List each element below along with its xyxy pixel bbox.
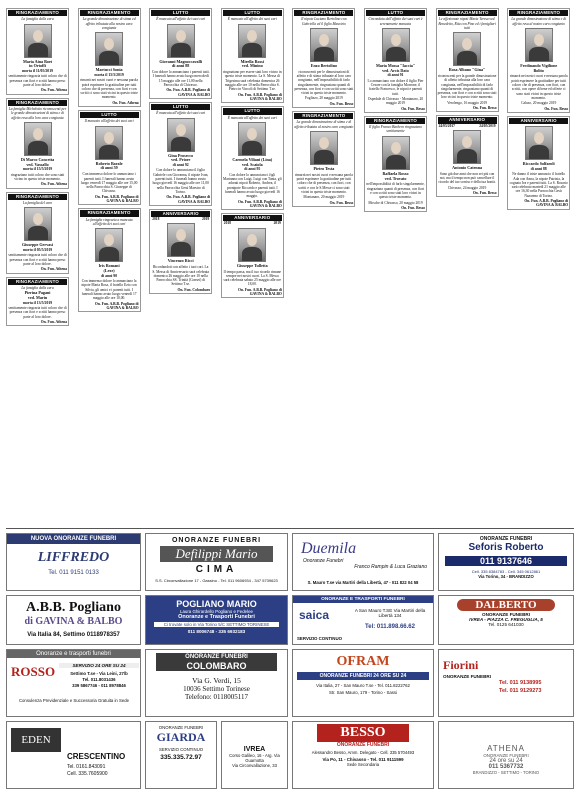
- ad-cell: 339 5867746 - 011 8978846: [72, 683, 126, 688]
- ad-address: A San Mauro T.SE Via Martiri della Libertà 134: [354, 608, 426, 618]
- funeral-home-signature: On. Fun. Besso: [472, 190, 497, 195]
- funeral-home-signature: On. Fun. Besso: [329, 200, 354, 205]
- ad-brand: OFRAM: [336, 654, 390, 669]
- notice-text: rimarrà nei nostri cuori e nessuna parola potrà esprimere la gratitudine per tutti coloro che di presenza, con fiori, con scritti, con opere di bene ed offerte ci sono stati vicini in questo triste momento.: [509, 74, 568, 100]
- obituary-notice: [6, 8, 69, 95]
- ad-duemila[interactable]: [292, 533, 434, 591]
- deceased-name-secondary: Bolito: [533, 67, 544, 73]
- funeral-home-signature: On. Fun. Besso: [401, 205, 425, 210]
- notice-text: sentitamente ringrazia tutti coloro che di presenza con fiori e scritti hanno preso parte al loro dolore.: [8, 306, 67, 319]
- funeral-home-signature: On. Fun. Besso: [544, 106, 569, 111]
- section-divider: [6, 528, 574, 529]
- ad-sub: ONORANZE FUNEBRI: [483, 753, 529, 758]
- funeral-home-signature: On. Fun. Athena: [40, 88, 67, 93]
- notice-header: RINGRAZIAMENTO: [80, 10, 139, 16]
- notice-header: LUTTO: [223, 108, 282, 114]
- funeral-home-signature: On. Fun. A.B.B. Pogliano di GAVINA & BALBO: [94, 301, 139, 310]
- ad-address: Via Po, 11 - Chivasso - Tel. 011 9111599: [322, 757, 404, 762]
- ad-title: ONORANZE FUNEBRI: [156, 653, 277, 661]
- deceased-name: Di Marco Concetta: [20, 156, 55, 162]
- ad-address2: Via Circonvallazione, 33: [232, 763, 277, 768]
- notice-header: LUTTO: [151, 104, 210, 110]
- ad-contact: Alessandro Besso, Amm. Delegato - Cell. 335 5704493: [311, 750, 415, 755]
- notice-intro: Circondata dall'affetto dei suoi cari è serenamente mancata: [368, 17, 423, 26]
- ad-brand: ROSSO: [11, 664, 56, 679]
- funeral-home-signature: On. Fun. Besso: [329, 101, 354, 106]
- ad-line: 24 ore su 24: [489, 758, 523, 764]
- ad-brand: Fiorini: [443, 658, 479, 672]
- ad-brand: Seforis Roberto: [468, 542, 544, 553]
- ad-city: 10036 Settimo Torinese: [183, 685, 250, 693]
- deceased-name-secondary: ved. Arcis Dato: [382, 67, 409, 73]
- notice-text: Lo annunciano con dolore il figlio Pier Cesare con la famiglia Morrone, il fratello Francesco, le nipoti e parenti tutti.: [367, 78, 424, 96]
- notice-text: Con dolore lo annunciano i figli Marianna con Luigi, Luigi con Tania, gli adorati nipoti Roberto, Andrea, il pronipote Riccardo e parenti tutti. I funerali hanno avuto luogo giovedì 16 maggio.: [223, 172, 282, 199]
- obituary-notice: [6, 98, 69, 189]
- notice-text: sentitamente ringrazia tutti coloro che di presenza con fiori e scritti hanno preso parte al loro dolore.: [8, 253, 67, 266]
- ad-address2: Str. San Mauro, 179 - Torino - Sassi: [329, 690, 397, 695]
- ad-pogliano-mario[interactable]: [145, 595, 288, 645]
- ad-phone: Tel: 011.898.66.62: [365, 624, 415, 630]
- ad-line: ONORANZE FUNEBRI 24 ORE SU 24: [297, 672, 429, 680]
- funeral-home-signature: On. Fun. Athena: [40, 319, 67, 324]
- deceased-name: Rosa Albano "Gina": [448, 67, 486, 73]
- deceased-name: Roberto Barale: [95, 160, 123, 166]
- notice-header: LUTTO: [223, 10, 282, 16]
- ad-address2: Sede Secondaria: [346, 762, 380, 767]
- deceased-name-secondary: in Ortoffi: [29, 63, 46, 69]
- funeral-home-signature: On. Fun. A.B.B. Pogliano di GAVINA & BALBO: [238, 92, 282, 101]
- ad-brand: saica: [299, 608, 330, 622]
- ad-sub: ONORANZE FUNEBRI: [336, 742, 390, 748]
- ad-defilippi[interactable]: [145, 533, 288, 591]
- notice-date: morta il 11/05/2019: [21, 69, 53, 74]
- notice-intro: È mancata all'affetto dei suoi cari: [156, 111, 206, 116]
- funeral-home-signature: On. Fun. A.B.B. Pogliano di GAVINA & BALBO: [238, 287, 282, 296]
- ad-phone2: Tel. 011 9129273: [499, 688, 542, 694]
- ad-sub: Onoranze Funebri: [303, 558, 344, 564]
- notice-header: RINGRAZIAMENTO: [509, 10, 568, 16]
- deceased-name: Giuseppe Tulletta: [236, 262, 268, 268]
- portrait-photo: [167, 24, 195, 58]
- deceased-name: Ferdinando Vigilione: [520, 62, 558, 68]
- portrait-photo: [238, 24, 266, 58]
- ad-title: ONORANZE FUNEBRI: [479, 536, 533, 542]
- portrait-photo: [525, 28, 553, 62]
- ad-abb-pogliano[interactable]: [6, 595, 141, 645]
- obituary-notice: [364, 116, 427, 212]
- notice-date: di anni 88: [530, 166, 547, 171]
- notice-place: Verolengo, 16 maggio 2019: [447, 100, 488, 105]
- portrait-photo: [382, 136, 410, 170]
- notice-place: Caluso, 20 maggio 2019: [521, 101, 557, 106]
- notice-text: Con immenso dolore lo annunciano i parenti tutti. I funerali hanno avuto luogo venerdì 17 maggio alle ore 15,00 nella Parrocchia S. Giuseppe di Chivasso.: [80, 172, 138, 194]
- funeral-home-signature: On. Fun. A.B.B. Pogliano di GAVINA & BALBO: [238, 199, 282, 208]
- ad-address: Via Italia, 27 - San Mauro T.se - Tel. 011.8222762: [316, 683, 410, 688]
- obituary-column: [6, 8, 69, 329]
- portrait-photo: [24, 122, 52, 156]
- notice-header: RINGRAZIAMENTO: [8, 100, 67, 106]
- ad-line2: Onoranze e Trasporti Funebri: [178, 614, 255, 620]
- ad-phone: 335.335.72.97: [160, 754, 202, 761]
- ad-foot: SERVIZIO CONTINUO: [297, 636, 343, 641]
- deceased-name: Enzo Bertolino: [310, 62, 338, 68]
- obituary-column: [78, 8, 141, 315]
- anniversary-years: [438, 124, 497, 128]
- year-label: 2018: [152, 217, 160, 222]
- ad-giarda[interactable]: [145, 721, 217, 789]
- notice-intro: La grande dimostrazione di stima ed affetto tributata alla nostra cara congiunta: [82, 17, 136, 30]
- ad-brand: Duemila: [301, 540, 357, 557]
- notice-header: LUTTO: [366, 10, 425, 16]
- ad-sub: CRESCENTINO: [67, 752, 126, 761]
- funeral-home-signature: On. Fun. A.B.B. Pogliano di GAVINA & BALBO: [166, 88, 211, 97]
- notice-text: rimarrà nei nostri cuori e nessuna parola potrà esprimere la gratitudine per tutti coloro che di presenza, con fiori e con scritti ci sono stati vicini in questo triste momento.: [80, 78, 139, 100]
- ad-brand: EDEN: [11, 728, 61, 752]
- funeral-home-signature: On. Fun. Besso: [401, 106, 425, 111]
- notice-date: morta il 15/5/2019: [22, 167, 53, 172]
- ad-brand: ATHENA: [487, 744, 525, 753]
- ad-cell: Cell. 335.7605900: [67, 771, 108, 777]
- deceased-name: Antonio Catenna: [452, 164, 483, 170]
- notice-header: RINGRAZIAMENTO: [366, 118, 425, 124]
- ad-foot: Consulenza Previdenziale e Successoria Gratuita in Sede: [18, 698, 130, 703]
- ad-sub: ONORANZE FUNEBRI: [158, 725, 204, 730]
- obituary-notice: [221, 8, 284, 103]
- ad-ofram[interactable]: [292, 649, 434, 717]
- notice-text: riconoscenti per la grande dimostrazione di affetto tributata alla loro cara congiunta, nell'impossibilità di farlo singolarmente, ringraziano quanti di presenza, con fiori e con scritti sono stati loro vicini in questo triste momento.: [437, 73, 497, 100]
- ad-address: IVREA - PIAZZA C. FREGUGLIA, 5: [469, 617, 543, 622]
- notice-date: morta il 15/5/2019: [94, 72, 124, 77]
- anniversary-years: [223, 221, 282, 225]
- ad-phone: 011 5367732: [488, 764, 524, 770]
- notice-text: Ne danno il triste annuncio il fratello Ada con Anna, la nipote Patrizia, la cognata Iva e parenti tutti. La S. Rosario sarà celebrato martedì 21 maggio alle ore 16,30 nella Parrocchia Gesù Nazareno di Torino.: [509, 172, 568, 198]
- notice-text: rimarrà nei nostri cuori e nessuna parola potrà esprimere la gratitudine per tutti coloro che di presenza, con fiori, con scritti e con le S.Messe ci sono stati vicini in questo triste momento.: [294, 172, 353, 194]
- obituary-column: [149, 8, 212, 297]
- obituary-notice: [149, 209, 212, 294]
- notice-date: di anni 95: [244, 167, 261, 172]
- deceased-name-secondary: ved. Scaiola: [241, 161, 263, 167]
- obituary-column: [221, 8, 284, 301]
- notice-place: Mosche di Chivasso, 20 maggio 2019: [368, 200, 423, 205]
- funeral-home-signature: On. Fun. Besso: [472, 106, 497, 111]
- ad-phone: Tel. 0125 641030: [488, 622, 524, 627]
- deceased-name: Gina Prosecco: [168, 152, 194, 158]
- year-label: 2018: [223, 221, 231, 226]
- notice-text: Il tempo passa, ma il tuo ricordo rimane sempre nei nostri cuori. La S. Messa sarà celebrata sabato 25 maggio alle ore 18,00.: [223, 269, 282, 287]
- notice-intro: È mancato all'affetto dei suoi cari: [156, 17, 206, 22]
- notice-intro: È mancata all'affetto dei suoi cari: [227, 115, 277, 120]
- obituary-notice: [292, 111, 355, 207]
- portrait-photo: [95, 32, 123, 66]
- obituary-notice: [507, 116, 570, 210]
- ad-address: Settimo T.se - Via Leini, 27/b: [70, 671, 128, 676]
- deceased-name-secondary: ved. Vassallo: [26, 161, 49, 167]
- notice-header: RINGRAZIAMENTO: [294, 10, 353, 16]
- obituary-column: [507, 8, 570, 213]
- notice-intro: Il mancato all'affetto dei suoi cari: [84, 119, 134, 124]
- portrait-photo: [453, 130, 481, 164]
- notice-header: LUTTO: [80, 112, 139, 118]
- deceased-name: Mirella Rossi: [240, 58, 264, 64]
- ad-brand: Defilippi Mario: [160, 546, 273, 562]
- funeral-home-signature: On. Fun. A.B.B. Pogliano di GAVINA & BALBO: [524, 199, 569, 208]
- obituary-notice: [78, 8, 141, 107]
- notice-header: RINGRAZIAMENTO: [80, 210, 139, 216]
- notice-header: ANNIVERSARIO: [438, 117, 497, 123]
- notice-intro: Il nipote Luciano Bertolino con Gabriella ed il figlio Maurizio: [301, 17, 347, 26]
- ad-phone: Tel. 011 9138995: [499, 680, 542, 686]
- notice-date: di anni 91: [387, 73, 404, 78]
- ad-eden[interactable]: [6, 721, 141, 789]
- funeral-home-signature: On. Fun. Colombaro: [177, 287, 211, 292]
- notice-intro: La grande dimostrazione di stima e di affetto tributata al nostro caro congiunto: [294, 120, 354, 129]
- portrait-photo: [24, 207, 52, 241]
- portrait-photo: [167, 223, 195, 257]
- notice-intro: La grande dimostrazione di stima e di affetto resa al nostro caro congiunto: [511, 17, 567, 26]
- ad-sub: ONORANZE FUNEBRI: [482, 612, 530, 617]
- notice-date: morto il 05/5/2019: [22, 248, 53, 253]
- ad-brand: GIARDA: [156, 730, 206, 744]
- notice-text: Ricordandoti con affetto i tuoi cari. La S. Messa di Anniversario sarà celebrata domenica 26 maggio alle ore 10 nella Parrocchia SS. Trinità (Consei) di Settimo T.se.: [152, 265, 210, 287]
- obituary-column: [436, 8, 499, 200]
- obituary-column: [292, 8, 355, 210]
- ad-sub: Onoranze e trasporti funebri: [7, 650, 140, 658]
- notice-intro: La famiglia della cara: [21, 17, 54, 22]
- notice-date: morta il 13/5/2019: [22, 300, 53, 305]
- obituary-notice: [78, 208, 141, 312]
- deceased-name-secondary: ved. Marin: [27, 294, 48, 300]
- portrait-photo: [95, 126, 123, 160]
- ad-brand: BESSO: [317, 724, 409, 742]
- ad-address: S.S. Circonvallazione 17 - Gassino - Tel. 011 9606934 - 347 5739623: [155, 578, 278, 583]
- ad-cima: CIMA: [195, 564, 238, 575]
- ad-phone: Tel. 011.8031436: [82, 677, 116, 682]
- ad-line: Laura Ghirardello Pogliano e Fedelee: [180, 609, 253, 614]
- notice-header: ANNIVERSARIO: [151, 211, 210, 217]
- portrait-photo: [382, 28, 410, 62]
- ad-line3: Ci trovate solo in Via Torino 5/C SETTIMO TORINESE: [154, 622, 279, 627]
- ad-title: ONORANZE FUNEBRI: [171, 537, 262, 544]
- deceased-name: Pierina Pagani: [24, 290, 51, 296]
- ad-rosso[interactable]: [6, 649, 141, 717]
- ad-ivrea[interactable]: [221, 721, 288, 789]
- ad-address: Via G. Verdi, 15: [192, 676, 241, 685]
- ad-service: SERVIZIO 24 ORE SU 24: [59, 663, 139, 668]
- notice-place: Chivasso, 24 maggio 2019: [447, 185, 487, 190]
- year-label: 2019: [273, 221, 281, 226]
- ad-contact: Franco Rampin & Luca Graziano: [354, 564, 427, 570]
- anniversary-years: [151, 217, 210, 221]
- notice-header: RINGRAZIAMENTO: [8, 194, 67, 200]
- deceased-name: Raffaela Rosso: [382, 170, 409, 176]
- ad-brand: COLOMBARO: [156, 661, 277, 671]
- notice-intro: Il figlio Franco Barbero ringraziano sentitamente: [369, 125, 422, 134]
- ad-phone: 011 9137646: [445, 556, 567, 566]
- notice-place: Montanaro, 20 maggio 2019: [303, 195, 345, 200]
- funeral-home-signature: On. Fun. Athena: [112, 100, 139, 105]
- ad-address: Via Italia 84, Settimo 0118978357: [27, 632, 120, 638]
- portrait-photo: [24, 24, 52, 58]
- notice-header: RINGRAZIAMENTO: [294, 113, 353, 119]
- deceased-name-secondary: ved. Trovato: [384, 175, 407, 181]
- portrait-photo: [310, 131, 338, 165]
- ad-athena[interactable]: [438, 721, 574, 789]
- notice-date: di anni 92: [172, 163, 189, 168]
- ad-phone: 011 8006748 - 335 6932183: [187, 629, 246, 634]
- notice-header: ANNIVERSARIO: [509, 118, 568, 124]
- portrait-photo: [453, 32, 481, 66]
- notice-header: RINGRAZIAMENTO: [438, 10, 497, 16]
- ad-foot: BRANDIZZO - SETTIMO - TORINO: [472, 770, 540, 775]
- deceased-name-secondary: (Lexe): [103, 268, 115, 274]
- deceased-name-secondary: ved. Minino: [241, 63, 263, 69]
- ad-title: NUOVA ONORANZE FUNEBRI: [7, 534, 140, 544]
- ad-phone: Tel. 011 9151 0133: [48, 570, 99, 576]
- ad-brand: LIFFREDO: [37, 550, 110, 565]
- ad-saica[interactable]: [292, 595, 434, 645]
- notice-place: Ospedale di Chivasso - Montanaro, 20 maggio 2019: [367, 96, 424, 106]
- obituary-notice: [78, 110, 141, 205]
- ad-fiorini[interactable]: [438, 649, 574, 717]
- obituary-notice: [221, 213, 284, 298]
- notice-header: LUTTO: [151, 10, 210, 16]
- notice-intro: La famiglia della cara: [21, 285, 54, 290]
- funeral-home-signature: On. Fun. A.B.B. Pogliano di GAVINA & BALBO: [94, 194, 139, 204]
- ad-colombaro[interactable]: [145, 649, 288, 717]
- ad-sub: ONORANZE FUNEBRI: [443, 674, 491, 679]
- obituary-notice: [149, 8, 212, 99]
- deceased-name: Carmela Viliani (Lina): [232, 156, 273, 162]
- funeral-home-signature: On. Fun. Athena: [40, 182, 67, 187]
- notice-text: nell'impossibilità di farlo singolarmente, ringraziano quanti di presenza, con fiori e con scritti sono stati loro vicini in questo triste momento.: [366, 182, 425, 200]
- deceased-name: Maria Aina Boet: [22, 58, 53, 64]
- ad-brand: A.B.B. Pogliano: [26, 600, 121, 615]
- portrait-photo: [238, 228, 266, 262]
- funeral-home-signature: On. Fun. Athena: [40, 267, 67, 272]
- obituary-notice: [6, 277, 69, 327]
- ad-phone: Tel. 0161.843091: [67, 764, 106, 770]
- ad-sub: di GAVINA & BALBO: [24, 616, 123, 627]
- ad-brand: POGLIANO MARIO: [176, 599, 257, 609]
- notice-intro: La famiglia Michelotto riconoscenti per le grande dimostrazioni di stima e di affetto resa alla loro cara congiunta: [8, 106, 67, 120]
- deceased-name-secondary: di anni 88: [172, 63, 190, 69]
- notice-text: ringraziano tutti coloro che sono stati vicino in questo triste momento.: [10, 172, 65, 182]
- ad-address: S. Mauro T.se via Martiri della Libertà, 47 - 011 822 04 58: [307, 580, 419, 585]
- portrait-photo: [238, 122, 266, 156]
- obituary-notice: [364, 8, 427, 113]
- notice-text: sentitamente ringrazia tutti coloro che di presenza con fiori e scritti hanno preso parte al loro dolore.: [8, 74, 67, 88]
- portrait-photo: [95, 228, 123, 262]
- ad-seforis[interactable]: [438, 533, 574, 591]
- portrait-photo: [525, 126, 553, 160]
- deceased-name: Maria Mossa "Iaccia": [375, 62, 416, 68]
- deceased-name: Giovanni Magnoccavalli: [159, 58, 203, 64]
- deceased-name: Pietro Testa: [313, 165, 335, 171]
- deceased-name: Giuseppe Gervasi: [21, 242, 54, 248]
- obituary-notice: [436, 8, 499, 112]
- obituary-column: [364, 8, 427, 215]
- obituary-notice: [436, 115, 499, 197]
- notice-header: ANNIVERSARIO: [223, 215, 282, 221]
- deceased-name: Vincenzo Ricci: [167, 258, 194, 264]
- ad-brand: DALBERTO: [457, 599, 555, 611]
- year-label: 24/05/2017: [438, 123, 455, 128]
- ad-dalberto[interactable]: [438, 595, 574, 645]
- ad-cell: Cell. 335 8384783 - Cell. 345 0612861: [471, 569, 541, 574]
- ad-besso[interactable]: [292, 721, 434, 789]
- year-label: 2019: [202, 217, 210, 222]
- ad-address: Via Torino, 34 - BRANDIZZO: [478, 574, 534, 579]
- notice-text: ringraziano per essere stati loro vicino in questo triste momento. La S. Messa di Trigesima sarà celebrata domenica 26 maggio alle ore 10 nella Parrocchia S. Pietro in Vincoli di Settimo T.se.: [222, 70, 282, 92]
- ad-brand: IVREA: [243, 746, 266, 753]
- ad-phone: Telefono: 0118005117: [185, 693, 248, 701]
- obituary-notice: [292, 8, 355, 108]
- notice-intro: La famiglia del caro: [22, 200, 53, 205]
- year-label: 24/05/2019: [479, 123, 496, 128]
- obituary-notice: [221, 106, 284, 210]
- notice-intro: Le affezionate nipoti Maria Teresa ved. Benedetto, Rita con Pino ed i famigliari tutti: [438, 17, 496, 30]
- obituary-notice: [507, 8, 570, 113]
- notice-text: Con dolore lo annunciano i parenti tutti. I funerali hanno avuto luogo mercoledì 15 maggio alle ore 11,00 nella Parrocchia di Chivasso.: [151, 70, 210, 88]
- deceased-name: Martucci Sonia: [95, 67, 123, 73]
- funeral-home-signature: On. Fun. A.B.B. Pogliano di GAVINA & BALBO: [166, 195, 211, 204]
- portrait-photo: [167, 118, 195, 152]
- ad-tag: SERVIZIO CONTINUO: [158, 747, 204, 752]
- ad-liffredo[interactable]: [6, 533, 141, 591]
- deceased-name-secondary: ved. Priore: [171, 157, 191, 163]
- notice-text: Con immenso dolore lo annunciano la nipote Maria Rosa, il fratello Ezio con Silvia, gli amici e i parenti tutti. I funerali hanno avuto luogo venerdì 17 maggio alle ore 10,00.: [81, 279, 137, 301]
- notice-header: RINGRAZIAMENTO: [8, 279, 67, 285]
- ad-address: Corso Galileo, 16 - Arg. Via Guarnotta: [229, 753, 280, 763]
- notice-intro: È mancato all'affetto dei suoi cari: [227, 17, 277, 22]
- notice-header: RINGRAZIAMENTO: [8, 10, 67, 16]
- notice-text: Sono già due anni che non sei più con noi, ma il tempo non può cancellare il ricordo del tuo sorriso e della tua bontà.: [438, 171, 496, 185]
- portrait-photo: [310, 28, 338, 62]
- notice-intro: La famiglia ringrazia a mancata all'affetto dei suoi cari: [85, 217, 133, 226]
- notice-date: di anni 90: [101, 273, 118, 278]
- deceased-name: Riccardo Solfaroli: [522, 161, 555, 167]
- ad-title: ONORANZE E TRASPORTI FUNEBRI: [293, 596, 433, 603]
- notice-text: riconoscenti per le dimostrazioni di affetto e di stima tributate al loro caro congiunto, nell'impossibilità di farlo singolarmente, ringraziano quanti di presenza, con fiori e con scritti sono stati vicini in questo triste momento.: [294, 69, 354, 96]
- obituary-notice: [149, 102, 212, 206]
- notice-place: Foglizzo, 20 maggio 2019: [305, 96, 343, 101]
- notice-text: Con dolore lo annunciano il figlio Gabriele con Giovanna, il nipote Ivan, parenti tutti. I funerali hanno avuto luogo giovedì 16 maggio alle ore 11,00 nella Parrocchia Gesù Maestro di Torino.: [152, 168, 209, 194]
- deceased-name-secondary: di anni 59: [100, 165, 118, 171]
- deceased-name: Iris Romani: [98, 263, 120, 269]
- obituary-notice: [6, 192, 69, 274]
